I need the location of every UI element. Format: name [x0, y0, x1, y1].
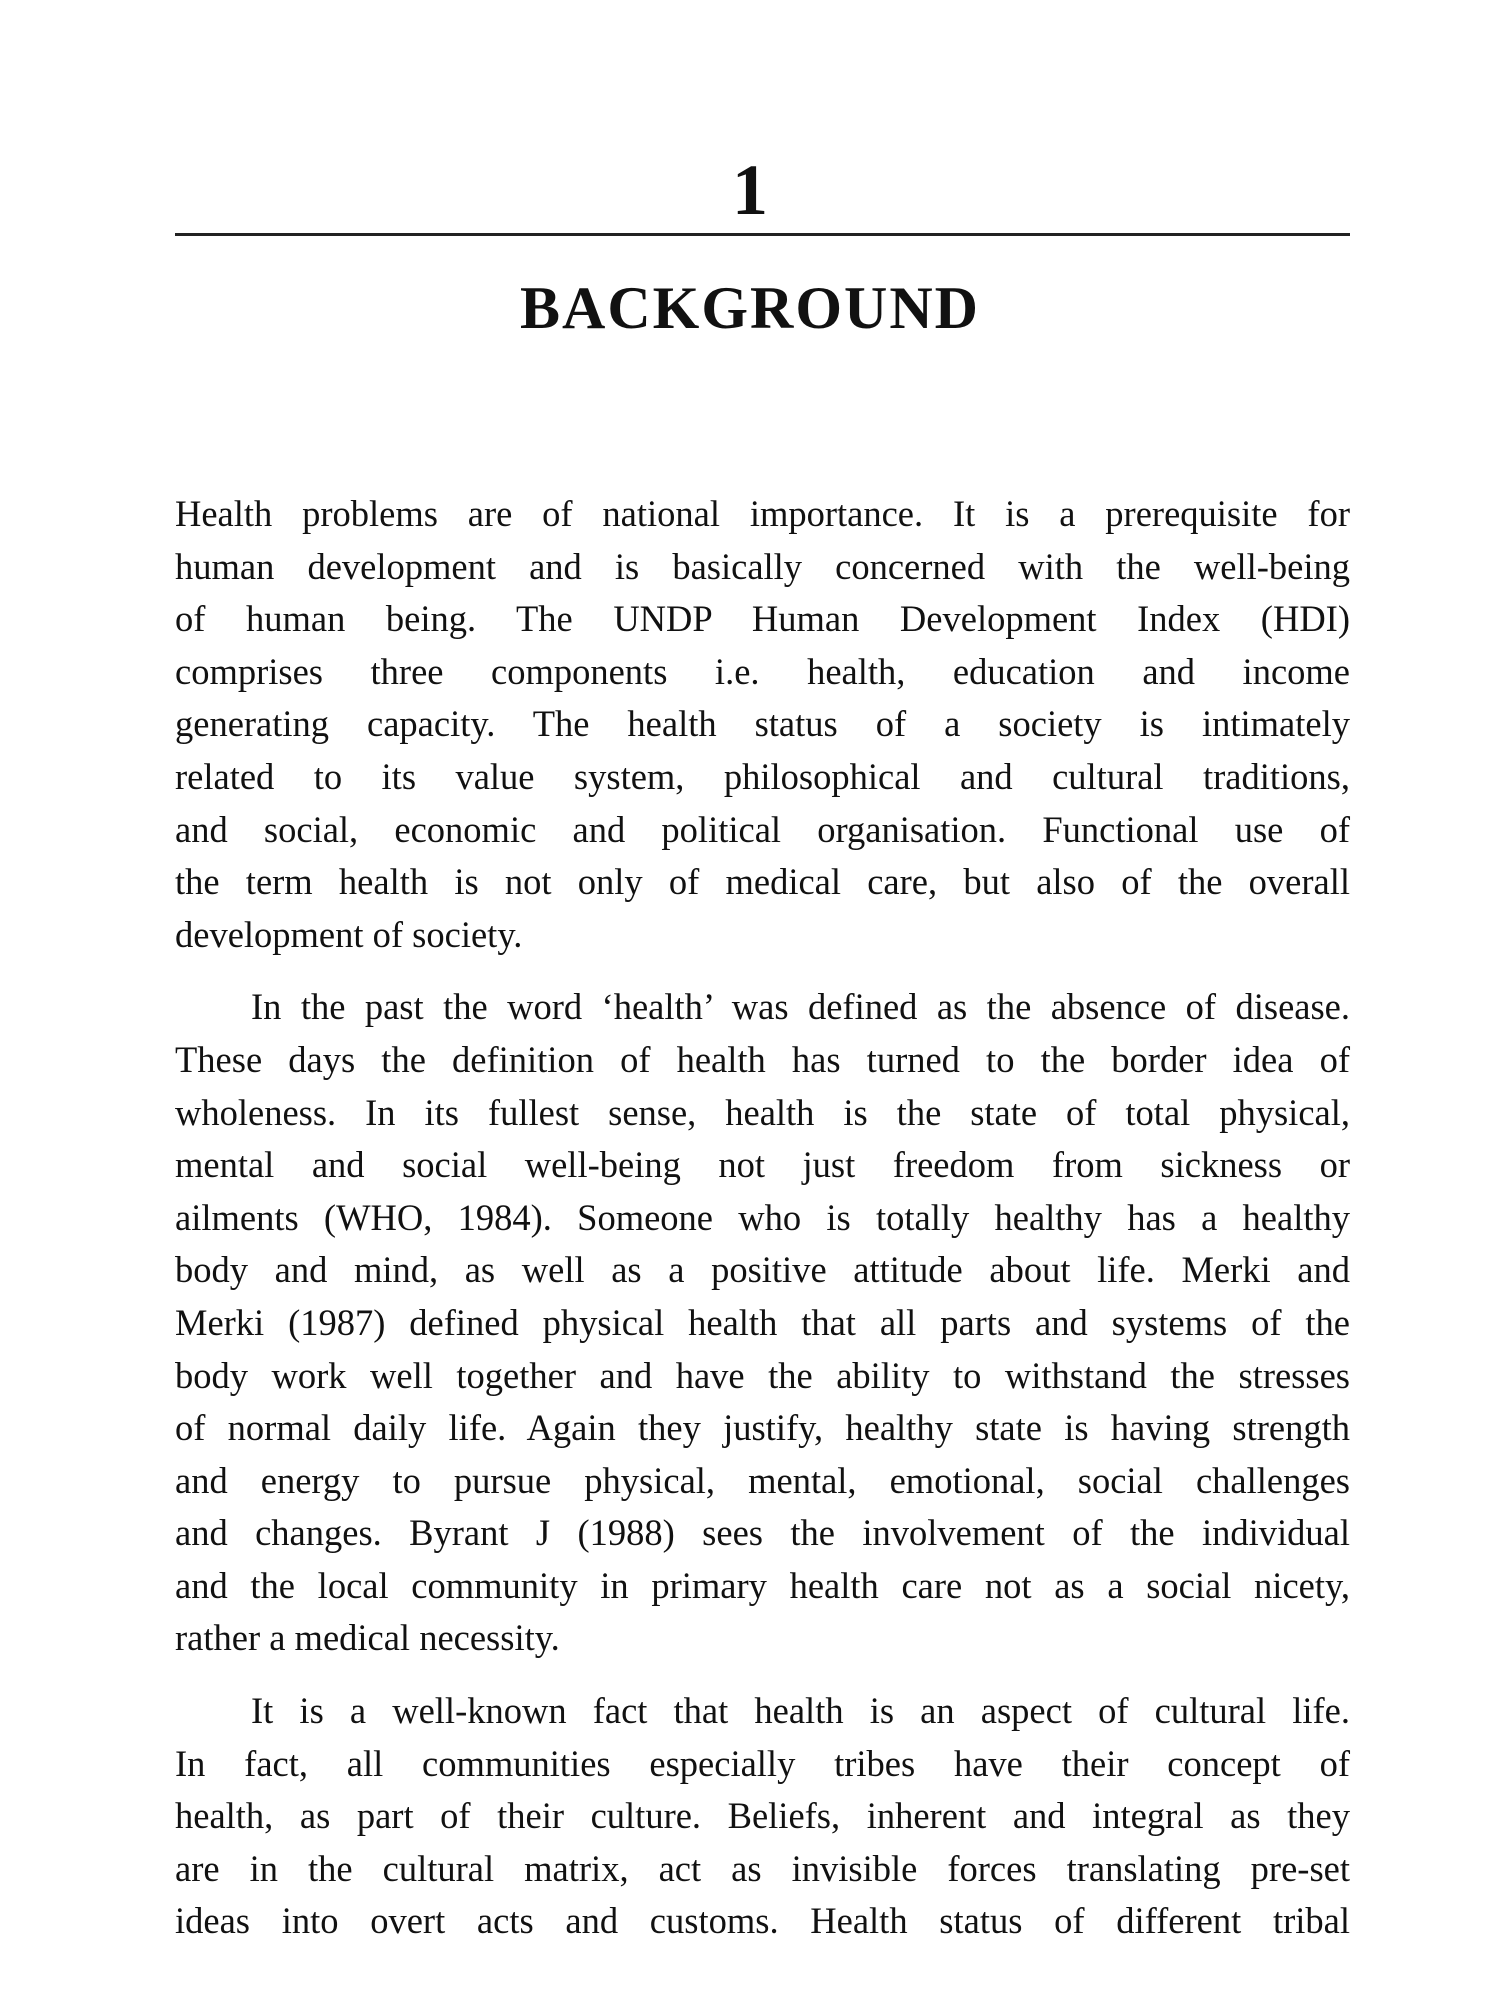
- text-line: ideas into overt acts and customs. Health status of different tribal: [175, 1900, 1350, 1942]
- text-line: wholeness. In its fullest sense, health is the state of total physical,: [175, 1091, 1350, 1133]
- text-line: related to its value system, philosophical and cultural traditions,: [175, 755, 1350, 797]
- text-line: of normal daily life. Again they justify, healthy state is having strength: [175, 1407, 1350, 1449]
- text-line: Merki (1987) defined physical health that all parts and systems of the: [175, 1301, 1350, 1343]
- text-line: are in the cultural matrix, act as invisible forces translating pre-set: [175, 1847, 1350, 1889]
- text-line: and energy to pursue physical, mental, emotional, social challenges: [175, 1459, 1350, 1501]
- paragraph: [175, 981, 1350, 1665]
- text-line: body and mind, as well as a positive attitude about life. Merki and: [175, 1249, 1350, 1291]
- body-text: [175, 488, 1350, 1968]
- chapter-divider: [175, 233, 1350, 236]
- text-line: comprises three components i.e. health, education and income: [175, 650, 1350, 692]
- text-line: rather a medical necessity.: [175, 1617, 560, 1659]
- text-line: and social, economic and political organisation. Functional use of: [175, 808, 1350, 850]
- text-line: and the local community in primary health care not as a social nicety,: [175, 1564, 1350, 1606]
- text-line: of human being. The UNDP Human Development Index (HDI): [175, 598, 1350, 640]
- text-line: These days the definition of health has turned to the border idea of: [175, 1038, 1350, 1080]
- text-line: body work well together and have the ability to withstand the stresses: [175, 1354, 1350, 1396]
- text-line: mental and social well-being not just freedom from sickness or: [175, 1144, 1350, 1186]
- text-line: health, as part of their culture. Beliefs, inherent and integral as they: [175, 1795, 1350, 1837]
- paragraph: [175, 1685, 1350, 1948]
- text-line: the term health is not only of medical care, but also of the overall: [175, 861, 1350, 903]
- text-line: human development and is basically concerned with the well-being: [175, 545, 1350, 587]
- text-line: generating capacity. The health status of a society is intimately: [175, 703, 1350, 745]
- text-line: ailments (WHO, 1984). Someone who is totally healthy has a healthy: [175, 1196, 1350, 1238]
- chapter-number: 1: [732, 150, 768, 230]
- chapter-title: BACKGROUND: [519, 275, 980, 341]
- text-line: and changes. Byrant J (1988) sees the involvement of the individual: [175, 1512, 1350, 1554]
- text-line: In the past the word ‘health’ was defined as the absence of disease.: [251, 986, 1350, 1028]
- paragraph: [175, 488, 1350, 961]
- text-line: It is a well-known fact that health is an aspect of cultural life.: [251, 1690, 1350, 1732]
- text-line: Health problems are of national importance. It is a prerequisite for: [175, 493, 1350, 534]
- text-line: development of society.: [175, 913, 523, 955]
- text-line: In fact, all communities especially tribes have their concept of: [175, 1742, 1350, 1784]
